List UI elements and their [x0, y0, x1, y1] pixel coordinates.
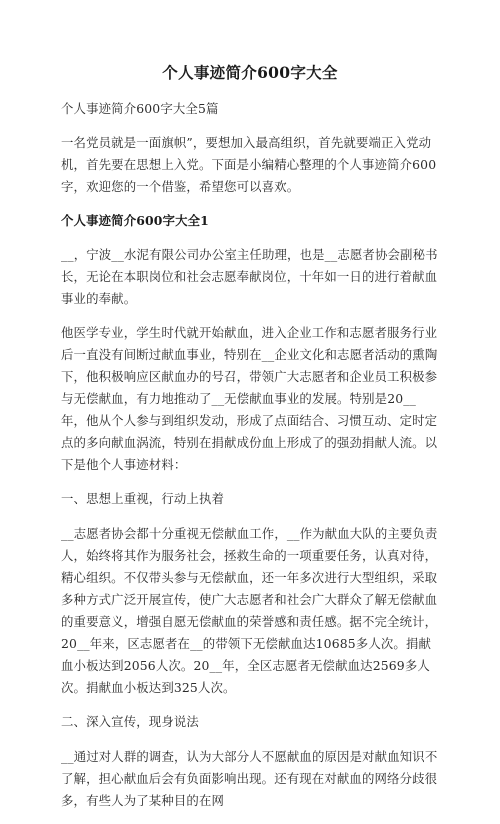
body-paragraph-2: 他医学专业，学生时代就开始献血，进入企业工作和志愿者服务行业后一直没有间断过献血事业，特别在__企业文化和志愿者活动的熏陶下，他积极响应区献血办的号召，带领广大志愿者和企业员工积极参与无偿献血，有力地推动了__无偿献血事业的发展。特别是20__年，他从个人参与到组织发动，形成了点面结合、习惯互动、定时定点的多向献血涡流，特别在捐献成份血上形成了的强劲捐献人流。以下是他个人事迹材料：: [61, 325, 438, 472]
document-body: [61, 98, 441, 824]
body-paragraph-3: __志愿者协会都十分重视无偿献血工作，__作为献血大队的主要负责人，始终将其作为服务社会，拯救生命的一项重要任务，认真对待，精心组织。不仅带头参与无偿献血，还一年多次进行大型组织，采取多种方式广泛开展宣传，使广大志愿者和社会广大群众了解无偿献血的重要意义，增强自愿无偿献血的荣誉感和责任感。据不完全统计，20__年来，区志愿者在__的带领下无偿献血达10685多人次。捐献血小板达到2056人次。20__年，全区志愿者无偿献血达2569多人次。捐献血小板达到325人次。: [61, 526, 438, 695]
intro-paragraph: 一名党员就是一面旗帜”，要想加入最高组织，首先就要端正入党动机，首先要在思想上入党。下面是小编精心整理的个人事迹简介600字，欢迎您的一个借鉴，希望您可以喜欢。: [61, 135, 437, 194]
document-subtitle: 个人事迹简介600字大全5篇: [61, 101, 219, 116]
body-paragraph-1: __，宁波__水泥有限公司办公室主任助理，也是__志愿者协会副秘书长，无论在本职岗位和社会志愿奉献岗位，十年如一日的进行着献血事业的奉献。: [61, 247, 438, 306]
document-title: 个人事迹简介600字大全: [162, 63, 338, 82]
body-paragraph-4: __通过对人群的调查，认为大部分人不愿献血的原因是对献血知识不了解，担心献血后会有负面影响出现。还有现在对献血的网络分歧很多，有些人为了某种目的在网: [61, 749, 438, 808]
point-heading-2: 二、深入宣传，现身说法: [61, 714, 199, 729]
point-heading-1: 一、思想上重视，行动上执着: [61, 491, 225, 506]
section-heading: 个人事迹简介600字大全1: [61, 213, 209, 228]
